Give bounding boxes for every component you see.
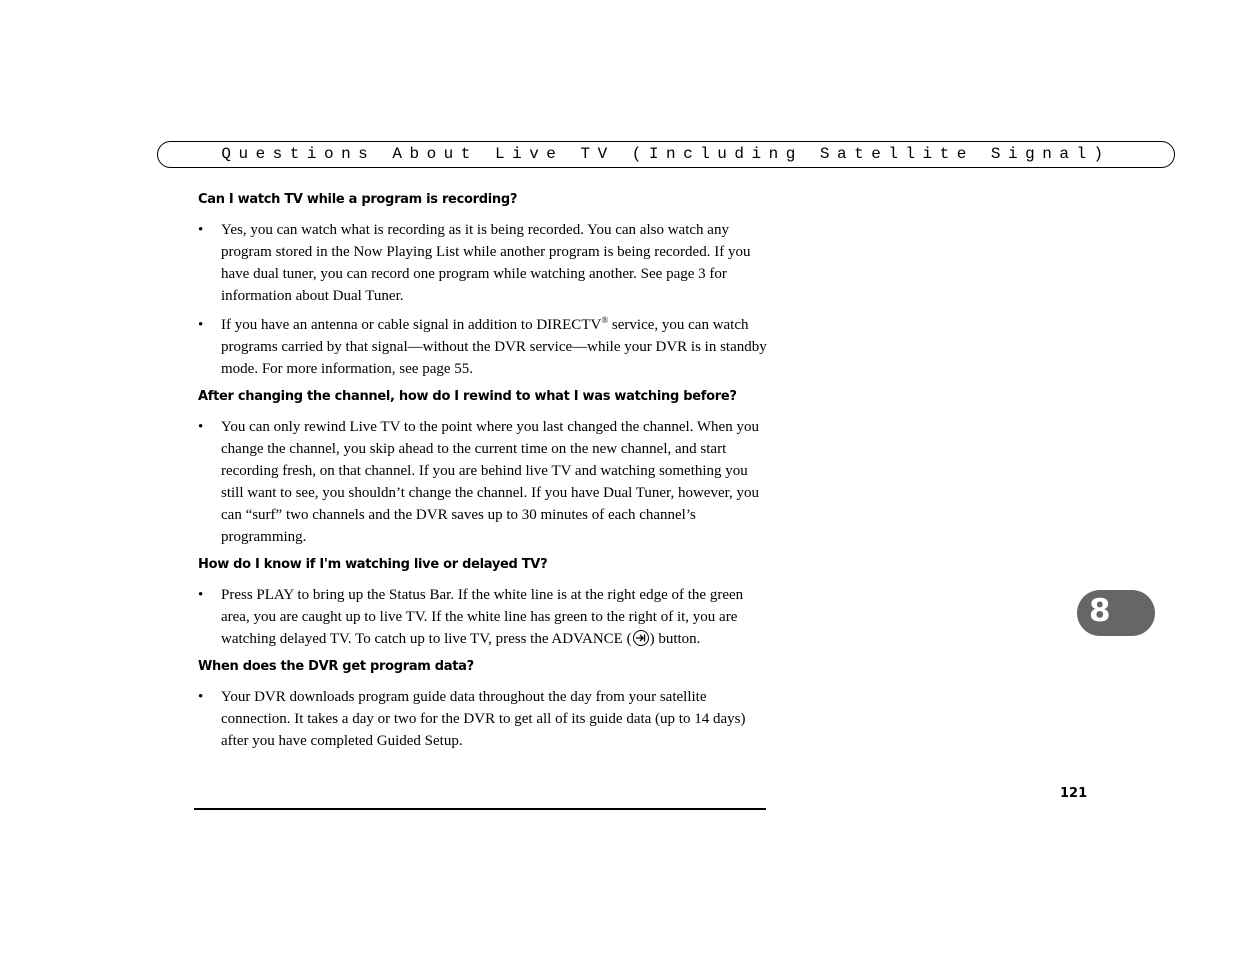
bullet: • [198, 587, 204, 603]
answer-text: You can only rewind Live TV to the point where you last changed the channel. When you change the channel, you skip ahead to the current time on the new channel, and start recording fresh, on that channel. If you are behind live TV and watching something you still want to see, you shouldn’t change the channel. If you have Dual Tuner, however, you can “surf” two channels and the DVR saves up to 30 minutes of each channel’s programming. [221, 419, 759, 545]
advance-button-icon [633, 630, 649, 646]
answer-text: Yes, you can watch what is recording as it is being recorded. You can also watch any program stored in the Now Playing List while another program is being recorded. If you have dual tuner, you can record one program while watching another. See page 3 for information about Dual Tuner. [221, 222, 751, 304]
bullet: • [198, 419, 204, 435]
question-heading: Can I watch TV while a program is recording? [198, 192, 518, 207]
answer-item [198, 219, 768, 307]
footer-rule [194, 808, 766, 810]
answer-item [198, 314, 768, 380]
question-heading: After changing the channel, how do I rewind to what I was watching before? [198, 389, 737, 404]
answer-text [221, 314, 768, 380]
chapter-tab [1077, 590, 1155, 636]
chapter-number: 8 [1089, 593, 1111, 629]
bullet: • [198, 222, 204, 238]
question-heading: When does the DVR get program data? [198, 659, 474, 674]
bullet: • [198, 689, 204, 705]
answer-item [198, 584, 768, 650]
answer-text-part: Press PLAY to bring up the Status Bar. If the white line is at the right edge of the green area, you are caught up to live TV. If the white line has green to the right of it, you are watching delayed TV. To catch up to live TV, press the ADVANCE ( [221, 587, 744, 647]
faq-content [198, 190, 768, 759]
answer-text-part: If you have an antenna or cable signal in addition to DIRECTV [221, 317, 602, 333]
page-number: 121 [1060, 786, 1088, 801]
question-heading: How do I know if I'm watching live or delayed TV? [198, 557, 548, 572]
answer-text [221, 584, 768, 650]
answer-item [198, 416, 768, 548]
answer-text-part: service, you can watch programs carried by that signal—without the DVR service—while your DVR is in standby mode. For more information, see page 55. [221, 317, 767, 377]
registered-mark: ® [601, 315, 609, 325]
answer-text-part: ) button. [649, 631, 701, 647]
bullet: • [198, 317, 204, 333]
answer-item [198, 686, 768, 752]
page-header-title: Questions About Live TV (Including Satellite Signal) [221, 145, 1111, 163]
answer-text: Your DVR downloads program guide data throughout the day from your satellite connection. It takes a day or two for the DVR to get all of its guide data (up to 14 days) after you have completed Guided Setup. [221, 689, 746, 749]
